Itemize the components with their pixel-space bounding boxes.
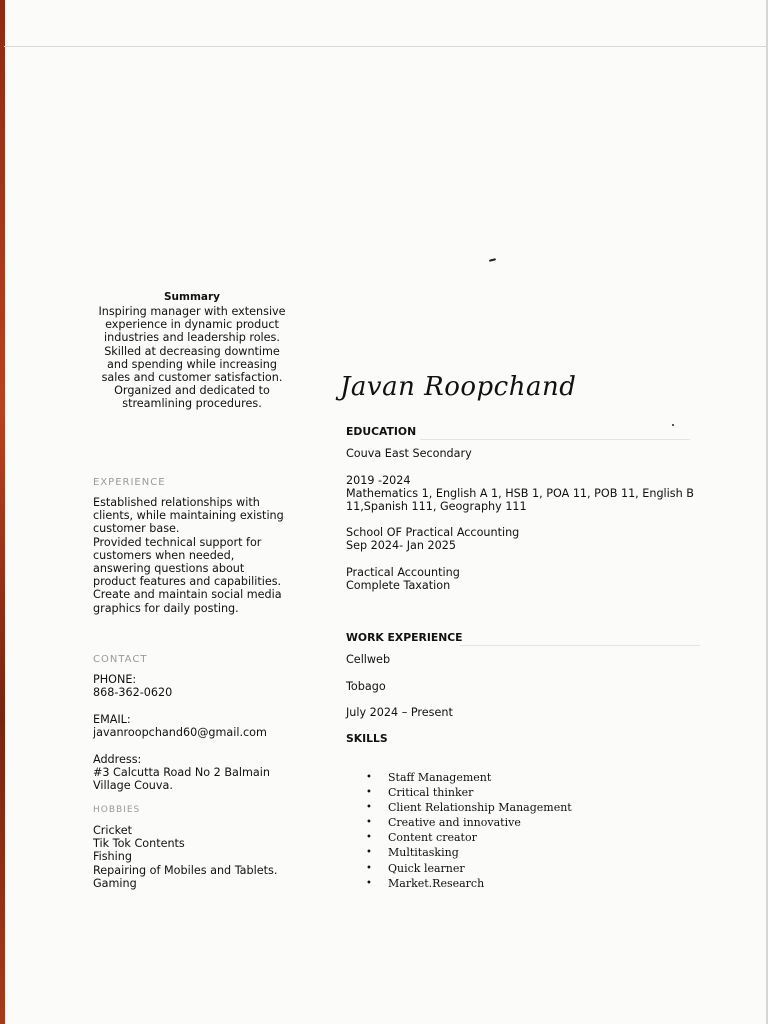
summary-line: industries and leadership roles. [104, 331, 280, 345]
education-block-1 [346, 474, 706, 514]
address-label: Address: [93, 753, 142, 766]
work-location: Tobago [346, 680, 386, 693]
skills-list [366, 770, 572, 891]
candidate-name: Javan Roopchand [340, 372, 577, 402]
hobby-item: Repairing of Mobiles and Tablets. [93, 863, 278, 877]
bullet-icon: • [366, 847, 372, 859]
contact-phone [93, 673, 293, 699]
scan-speck [672, 424, 674, 426]
skill-label: Multitasking [388, 846, 459, 860]
bullet-icon: • [366, 787, 372, 799]
education-school-2: School OF Practical Accounting [346, 526, 520, 539]
skill-item [366, 861, 572, 876]
summary-line: streamlining procedures. [122, 397, 262, 411]
experience-line: Create and maintain social media [93, 588, 282, 602]
experience-line: Established relationships with [93, 496, 260, 509]
phone-label: PHONE: [93, 673, 137, 686]
scan-speck [489, 258, 496, 262]
experience-heading: EXPERIENCE [93, 477, 166, 488]
work-dates: July 2024 – Present [346, 706, 453, 719]
skills-heading: SKILLS [346, 732, 388, 745]
summary-line: Inspiring manager with extensive [98, 305, 286, 318]
skill-item [366, 845, 572, 860]
skill-label: Quick learner [388, 861, 465, 875]
experience-line: product features and capabilities. [93, 575, 282, 589]
experience-line: graphics for daily posting. [93, 601, 239, 615]
skill-item [366, 800, 572, 815]
summary-heading: Summary [163, 291, 221, 303]
contact-email [93, 713, 293, 739]
skill-label: Creative and innovative [388, 816, 521, 830]
experience-line: Provided technical support for [93, 535, 262, 549]
summary-text [88, 305, 296, 411]
experience-line: clients, while maintaining existing [93, 509, 284, 523]
skill-item [366, 830, 572, 845]
skill-label: Content creator [388, 831, 477, 845]
bullet-icon: • [366, 862, 372, 874]
skill-label: Staff Management [388, 771, 492, 784]
work-company: Cellweb [346, 653, 391, 666]
address-line: Village Couva. [93, 779, 173, 793]
skill-label: Critical thinker [388, 786, 474, 800]
bullet-icon: • [366, 832, 372, 844]
summary-line: and spending while increasing [107, 357, 277, 371]
phone-value: 868-362-0620 [93, 686, 173, 700]
email-label: EMAIL: [93, 713, 131, 726]
hobby-item: Cricket [93, 824, 133, 837]
bullet-icon: • [366, 817, 372, 829]
skill-item [366, 815, 572, 830]
education-heading: EDUCATION [346, 425, 417, 438]
bullet-icon: • [366, 802, 372, 814]
experience-line: answering questions about [93, 562, 245, 576]
education-school-1: Couva East Secondary [346, 447, 472, 460]
address-line: #3 Calcutta Road No 2 Balmain [93, 766, 270, 780]
scan-top-rule [4, 46, 768, 47]
experience-text [93, 496, 298, 615]
education-block-3 [346, 566, 706, 592]
experience-line: customers when needed, [93, 548, 235, 562]
education-course: Practical Accounting [346, 566, 460, 579]
work-experience-heading: WORK EXPERIENCE [346, 631, 463, 644]
bullet-icon: • [366, 772, 372, 783]
hobbies-list [93, 824, 303, 890]
education-block-2 [346, 526, 706, 552]
skill-label: Client Relationship Management [388, 801, 572, 815]
hobby-item: Gaming [93, 876, 137, 890]
education-dates-2: Sep 2024- Jan 2025 [346, 539, 456, 553]
education-subjects: Mathematics 1, English A 1, HSB 1, POA 11, POB 11, English B [346, 487, 694, 501]
email-value: javanroopchand60@gmail.com [93, 726, 267, 740]
skill-item [366, 876, 572, 891]
bullet-icon: • [366, 877, 372, 889]
contact-address [93, 753, 293, 793]
hobby-item: Fishing [93, 850, 132, 864]
skill-item [366, 785, 572, 800]
contact-heading: CONTACT [93, 654, 148, 665]
summary-line: Skilled at decreasing downtime [104, 344, 280, 358]
summary-line: experience in dynamic product [105, 318, 279, 332]
education-years: 2019 -2024 [346, 474, 411, 487]
hobbies-heading: HOBBIES [93, 805, 141, 815]
skill-item [366, 770, 572, 785]
summary-line: sales and customer satisfaction. [101, 371, 283, 385]
summary-line: Organized and dedicated to [114, 384, 270, 398]
skill-label: Market.Research [388, 876, 485, 890]
education-course: Complete Taxation [346, 579, 451, 593]
education-subjects: 11,Spanish 111, Geography 111 [346, 500, 527, 514]
education-divider [420, 439, 690, 440]
experience-line: customer base. [93, 522, 180, 536]
scan-edge-left [0, 0, 5, 1024]
work-divider [460, 645, 700, 646]
hobby-item: Tik Tok Contents [93, 837, 185, 851]
